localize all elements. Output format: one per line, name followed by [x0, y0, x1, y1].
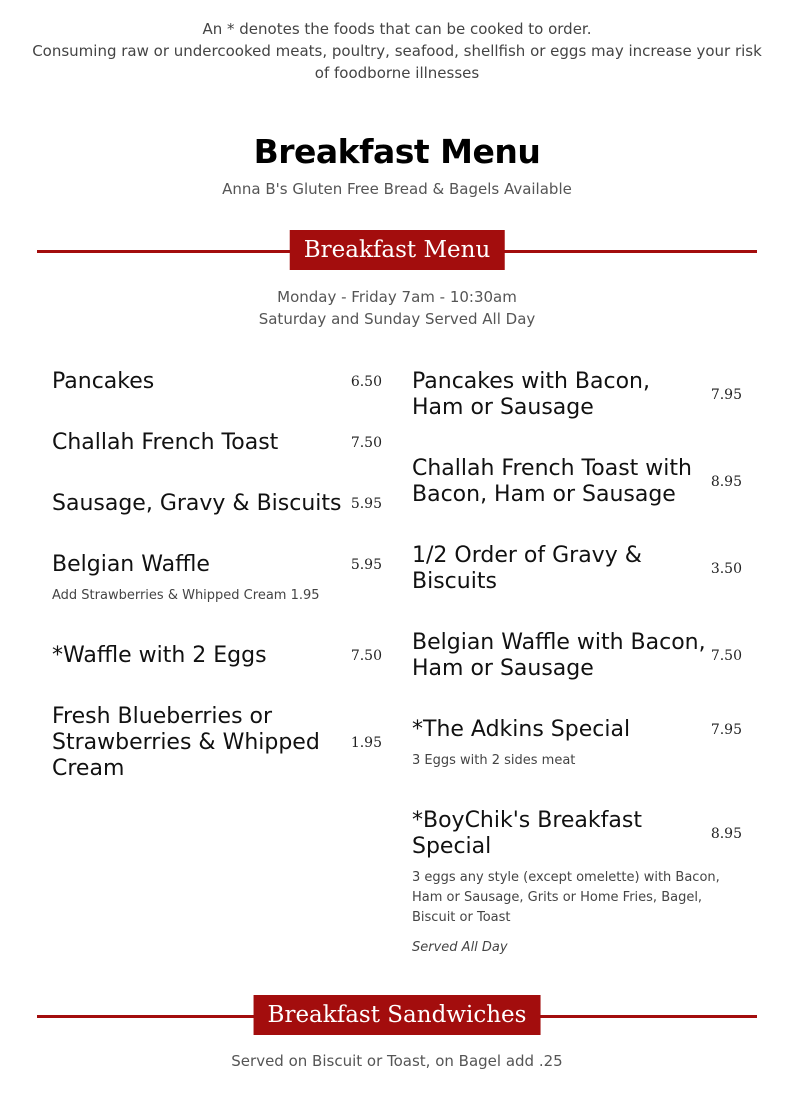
section-heading-breakfast-sandwiches: Breakfast Sandwiches: [254, 995, 541, 1035]
service-hours: [0, 286, 794, 330]
menu-item: [52, 704, 382, 782]
menu-item: [52, 430, 382, 456]
item-description: 3 Eggs with 2 sides meat: [412, 753, 576, 768]
item-name: Belgian Waffle: [52, 552, 210, 577]
item-name: Fresh Blueberries or Strawberries & Whipped Cream: [52, 704, 320, 781]
notice-line-1: An * denotes the foods that can be cooked to order.: [202, 20, 592, 38]
menu-item: [52, 369, 382, 395]
item-price: 7.95: [710, 387, 742, 403]
hours-weekday: Monday - Friday 7am - 10:30am: [277, 288, 517, 306]
item-name: *Waffle with 2 Eggs: [52, 643, 267, 668]
item-price: 3.50: [710, 561, 742, 577]
item-price: 7.95: [710, 722, 742, 738]
hours-weekend: Saturday and Sunday Served All Day: [258, 310, 536, 328]
item-price: 5.95: [350, 557, 382, 573]
item-name: *The Adkins Special: [412, 717, 631, 742]
item-name: Sausage, Gravy & Biscuits: [52, 491, 342, 516]
item-name: Challah French Toast: [52, 430, 279, 455]
page-subtitle: Anna B's Gluten Free Bread & Bagels Available: [222, 180, 572, 198]
item-name: Pancakes: [52, 369, 155, 394]
item-price: 8.95: [710, 474, 742, 490]
item-name: Challah French Toast with Bacon, Ham or Sausage: [412, 456, 692, 507]
menu-item: [412, 369, 742, 421]
menu-item: [412, 717, 742, 771]
menu-item: [52, 552, 382, 606]
menu-item: [412, 630, 742, 682]
menu-item: [412, 808, 742, 958]
item-price: 7.50: [350, 435, 382, 451]
page-title: Breakfast Menu: [253, 132, 541, 171]
item-price: 7.50: [710, 648, 742, 664]
cook-to-order-notice: [30, 18, 764, 84]
item-note: Served All Day: [412, 940, 508, 955]
item-price: 6.50: [350, 374, 382, 390]
item-name: *BoyChik's Breakfast Special: [412, 808, 642, 859]
item-name: 1/2 Order of Gravy & Biscuits: [412, 543, 642, 594]
item-name: Pancakes with Bacon, Ham or Sausage: [412, 369, 650, 420]
sandwich-serving-note: Served on Biscuit or Toast, on Bagel add .25: [231, 1052, 563, 1070]
item-name: Belgian Waffle with Bacon, Ham or Sausage: [412, 630, 706, 681]
menu-item: [412, 456, 742, 508]
item-price: 5.95: [350, 496, 382, 512]
section-heading-breakfast-menu: Breakfast Menu: [290, 230, 505, 270]
item-description: 3 eggs any style (except omelette) with Bacon, Ham or Sausage, Grits or Home Fries, Bagel, Biscuit or Toast: [412, 870, 720, 925]
item-description: Add Strawberries & Whipped Cream 1.95: [52, 588, 320, 603]
menu-item: [412, 543, 742, 595]
menu-item: [52, 643, 382, 669]
item-price: 8.95: [710, 826, 742, 842]
notice-line-2: Consuming raw or undercooked meats, poultry, seafood, shellfish or eggs may increase your risk of foodborne illnesses: [32, 42, 762, 82]
item-price: 7.50: [350, 648, 382, 664]
menu-item: [52, 491, 382, 517]
item-price: 1.95: [350, 735, 382, 751]
